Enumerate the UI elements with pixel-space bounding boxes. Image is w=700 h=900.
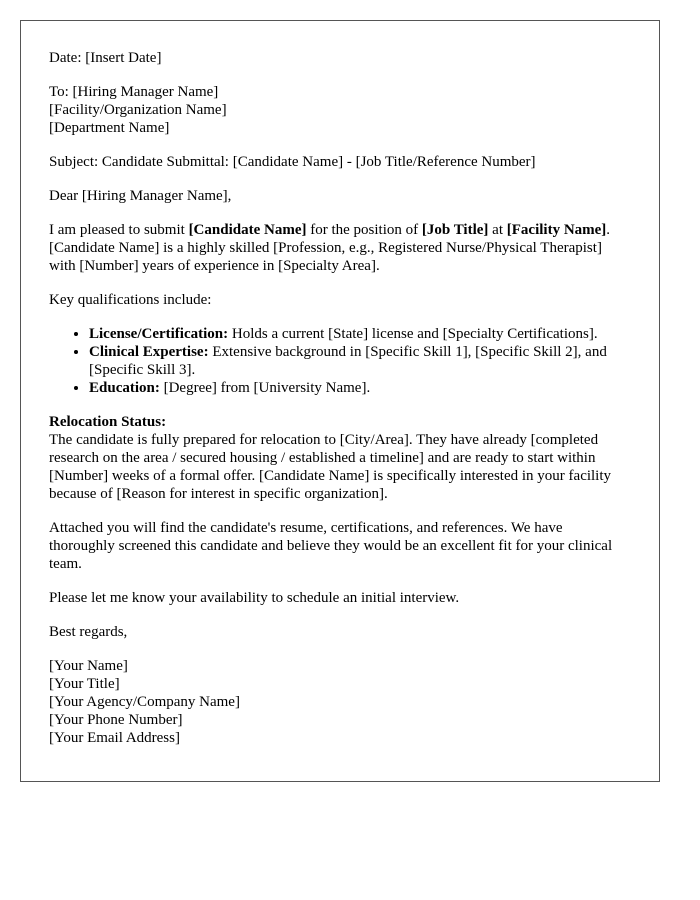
signature-email: [Your Email Address]	[49, 730, 180, 746]
recipient-facility: [Facility/Organization Name]	[49, 102, 227, 118]
signature-block	[49, 657, 631, 747]
closing-request: Please let me know your availability to schedule an initial interview.	[49, 590, 460, 606]
attachments-paragraph: Attached you will find the candidate's resume, certifications, and references. We have thoroughly screened this candidate and believe they would be an excellent fit for your clinical team.	[49, 520, 613, 572]
signature-agency: [Your Agency/Company Name]	[49, 694, 240, 710]
intro-text-4: . [Candidate Name] is a highly skilled [Profession, e.g., Registered Nurse/Physical Therapist] with [Number] years of experience in [Specialty Area].	[49, 222, 611, 274]
intro-text-2: for the position of	[306, 222, 422, 238]
qualification-item	[89, 379, 631, 397]
recipient-to: To: [Hiring Manager Name]	[49, 84, 219, 100]
letter-document	[20, 20, 660, 782]
qualification-text: [Degree] from [University Name].	[159, 380, 371, 396]
intro-facility-name: [Facility Name]	[506, 222, 607, 238]
intro-candidate-name: [Candidate Name]	[188, 222, 307, 238]
date-line: Date: [Insert Date]	[49, 50, 162, 66]
qualification-item	[89, 343, 631, 379]
recipient-department: [Department Name]	[49, 120, 170, 136]
qualification-label: License/Certification:	[89, 326, 229, 342]
sign-off: Best regards,	[49, 624, 128, 640]
qualification-item	[89, 325, 631, 343]
relocation-heading: Relocation Status:	[49, 414, 167, 430]
recipient-block	[49, 83, 631, 137]
qualifications-list	[49, 325, 631, 397]
salutation: Dear [Hiring Manager Name],	[49, 188, 232, 204]
intro-text-1: I am pleased to submit	[49, 222, 189, 238]
qualification-label: Clinical Expertise:	[89, 344, 209, 360]
qualification-text: Extensive background in [Specific Skill 1], [Specific Skill 2], and [Specific Skill 3].	[89, 344, 607, 378]
subject-line: Subject: Candidate Submittal: [Candidate Name] - [Job Title/Reference Number]	[49, 154, 536, 170]
relocation-text: The candidate is fully prepared for relocation to [City/Area]. They have already [completed research on the area / secured housing / established a timeline] and are ready to start within [Number] weeks of a formal offer. [Candidate Name] is specifically interested in your facility because of [Reason for interest in specific organization].	[49, 432, 612, 502]
key-qualifications-intro: Key qualifications include:	[49, 292, 212, 308]
qualification-label: Education:	[89, 380, 160, 396]
intro-paragraph	[49, 221, 631, 275]
intro-text-3: at	[488, 222, 507, 238]
signature-phone: [Your Phone Number]	[49, 712, 183, 728]
signature-title: [Your Title]	[49, 676, 120, 692]
qualification-text: Holds a current [State] license and [Specialty Certifications].	[228, 326, 598, 342]
signature-name: [Your Name]	[49, 658, 128, 674]
relocation-section	[49, 413, 631, 503]
intro-job-title: [Job Title]	[421, 222, 489, 238]
